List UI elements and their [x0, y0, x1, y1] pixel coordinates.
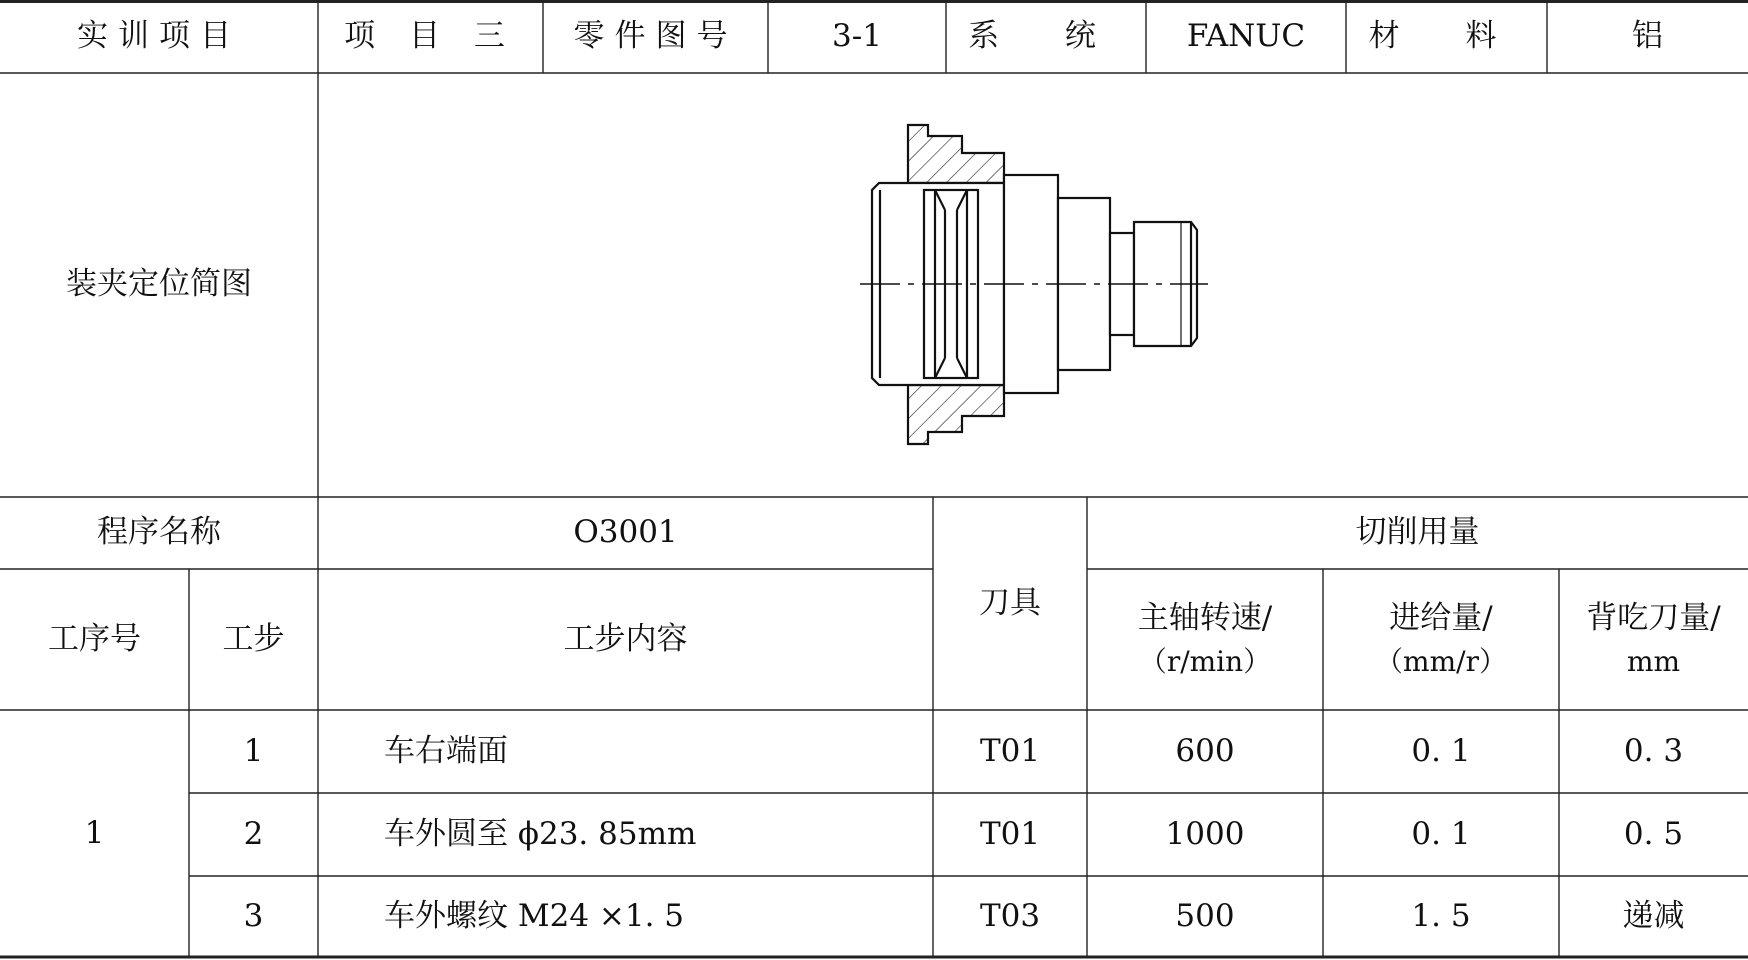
system-value: FANUC [1186, 17, 1306, 54]
fixture-label: 装夹定位简图 [66, 266, 252, 303]
step-content: 车外螺纹 M24 ×1. 5 [384, 897, 685, 934]
system-label: 系 统 [968, 17, 1124, 54]
part-number-label: 零件图号 [573, 17, 738, 54]
feed-value: 0. 1 [1411, 732, 1471, 769]
step-number: 1 [243, 732, 264, 769]
depth-value: 0. 5 [1623, 815, 1684, 852]
tool-value: T01 [979, 815, 1041, 852]
spindle-speed-title: 主轴转速/ [1137, 600, 1273, 637]
tool-header: 刀具 [979, 584, 1041, 621]
step-content: 车外圆至 ϕ23. 85mm [384, 815, 697, 852]
depth-unit: mm [1626, 645, 1681, 679]
part-number-value: 3-1 [832, 17, 882, 54]
speed-value: 500 [1175, 897, 1235, 934]
step-content: 车右端面 [384, 732, 508, 769]
speed-value: 600 [1175, 732, 1235, 769]
cutting-parameters-header: 切削用量 [1355, 514, 1480, 551]
op-number-header: 工序号 [48, 620, 141, 657]
material-label: 材 料 [1368, 17, 1525, 54]
step-header: 工步 [222, 620, 285, 657]
depth-title: 背吃刀量/ [1586, 600, 1721, 637]
feed-value: 1. 5 [1411, 897, 1471, 934]
depth-header [1559, 569, 1748, 710]
step-content-header: 工步内容 [563, 620, 688, 657]
feed-value: 0. 1 [1411, 815, 1471, 852]
material-value: 铝 [1632, 17, 1663, 54]
program-name-value: O3001 [573, 514, 678, 551]
program-name-label: 程序名称 [97, 514, 221, 551]
spindle-speed-unit: （r/min） [1138, 645, 1272, 679]
tool-value: T01 [979, 732, 1041, 769]
speed-value: 1000 [1165, 815, 1245, 852]
spindle-speed-header [1087, 569, 1323, 710]
op-number: 1 [84, 814, 105, 851]
depth-value: 0. 3 [1623, 732, 1684, 769]
depth-value: 递减 [1622, 897, 1685, 934]
step-number: 3 [243, 897, 264, 934]
feed-title: 进给量/ [1389, 600, 1493, 637]
step-number: 2 [243, 815, 264, 852]
feed-unit: （mm/r） [1375, 645, 1507, 679]
project-value: 项 目 三 [344, 17, 517, 54]
project-label: 实训项目 [77, 17, 241, 54]
tool-value: T03 [979, 897, 1041, 934]
feed-header [1323, 569, 1559, 710]
